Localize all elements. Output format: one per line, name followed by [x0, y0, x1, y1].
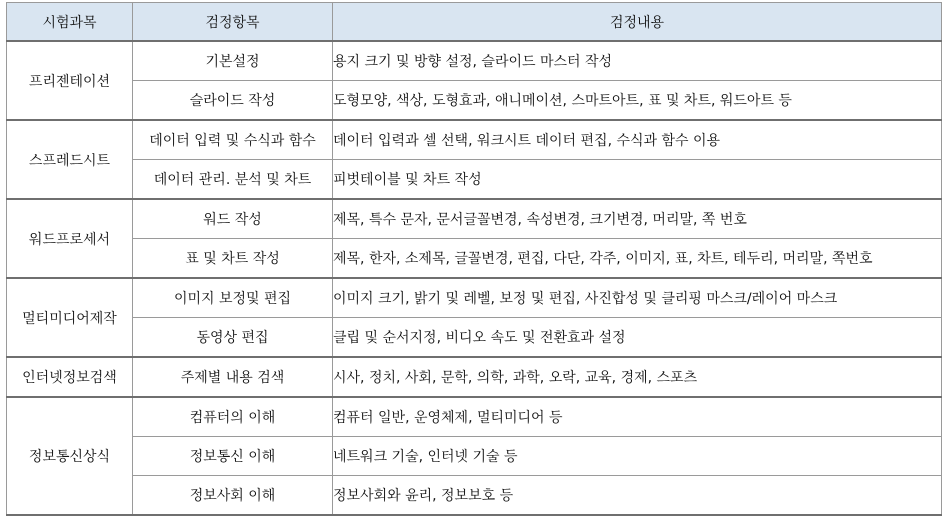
- exam-table: [6, 2, 942, 516]
- content-cell: 클립 및 순서지정, 비디오 속도 및 전환효과 설정: [333, 318, 942, 358]
- item-cell: 동영상 편집: [133, 318, 333, 358]
- item-cell: 주제별 내용 검색: [133, 357, 333, 397]
- content-cell: 도형모양, 색상, 도형효과, 애니메이션, 스마트아트, 표 및 차트, 워드아트 등: [333, 81, 942, 121]
- table-row: [7, 357, 942, 397]
- subject-cell: 멀티미디어제작: [7, 278, 133, 357]
- content-cell: 제목, 한자, 소제목, 글꼴변경, 편집, 다단, 각주, 이미지, 표, 차트, 테두리, 머리말, 쪽번호: [333, 239, 942, 279]
- item-cell: 표 및 차트 작성: [133, 239, 333, 279]
- subject-cell: 정보통신상식: [7, 397, 133, 515]
- item-cell: 워드 작성: [133, 199, 333, 239]
- table-row: [7, 120, 942, 160]
- content-cell: 데이터 입력과 셀 선택, 워크시트 데이터 편집, 수식과 함수 이용: [333, 120, 942, 160]
- subject-cell: 인터넷정보검색: [7, 357, 133, 397]
- header-subject: 시험과목: [7, 3, 133, 42]
- table-row: [7, 81, 942, 121]
- item-cell: 정보통신 이해: [133, 437, 333, 476]
- table-header-row: [7, 3, 942, 42]
- header-item: 검정항목: [133, 3, 333, 42]
- table-row: [7, 160, 942, 200]
- table-row: [7, 41, 942, 81]
- content-cell: 시사, 정치, 사회, 문학, 의학, 과학, 오락, 교육, 경제, 스포츠: [333, 357, 942, 397]
- table-row: [7, 239, 942, 279]
- table-row: [7, 397, 942, 437]
- header-content: 검정내용: [333, 3, 942, 42]
- item-cell: 슬라이드 작성: [133, 81, 333, 121]
- content-cell: 피벗테이블 및 차트 작성: [333, 160, 942, 200]
- item-cell: 데이터 관리. 분석 및 차트: [133, 160, 333, 200]
- table-row: [7, 199, 942, 239]
- table-row: [7, 476, 942, 516]
- content-cell: 네트워크 기술, 인터넷 기술 등: [333, 437, 942, 476]
- content-cell: 제목, 특수 문자, 문서글꼴변경, 속성변경, 크기변경, 머리말, 쪽 번호: [333, 199, 942, 239]
- table-row: [7, 318, 942, 358]
- subject-cell: 워드프로세서: [7, 199, 133, 278]
- table-row: [7, 278, 942, 318]
- item-cell: 이미지 보정및 편집: [133, 278, 333, 318]
- item-cell: 정보사회 이해: [133, 476, 333, 516]
- content-cell: 컴퓨터 일반, 운영체제, 멀티미디어 등: [333, 397, 942, 437]
- table-row: [7, 437, 942, 476]
- content-cell: 정보사회와 윤리, 정보보호 등: [333, 476, 942, 516]
- content-cell: 이미지 크기, 밝기 및 레벨, 보정 및 편집, 사진합성 및 클리핑 마스크/레이어 마스크: [333, 278, 942, 318]
- subject-cell: 프리젠테이션: [7, 41, 133, 120]
- item-cell: 기본설정: [133, 41, 333, 81]
- content-cell: 용지 크기 및 방향 설정, 슬라이드 마스터 작성: [333, 41, 942, 81]
- subject-cell: 스프레드시트: [7, 120, 133, 199]
- item-cell: 데이터 입력 및 수식과 함수: [133, 120, 333, 160]
- item-cell: 컴퓨터의 이해: [133, 397, 333, 437]
